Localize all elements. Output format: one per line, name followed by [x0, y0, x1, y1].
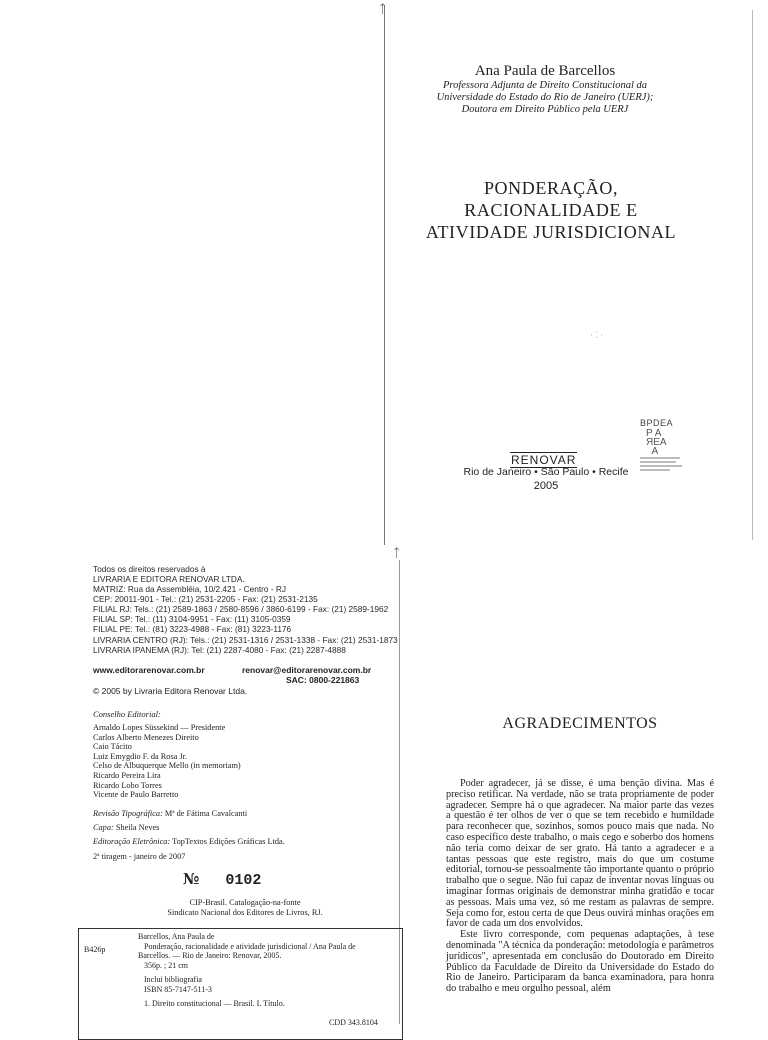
cip-line: Sindicato Nacional dos Editores de Livros, RJ. — [167, 908, 323, 917]
credit-label: Editoração Eletrônica: — [93, 837, 171, 846]
council-member: Luiz Emygdio F. da Rosa Jr. — [93, 751, 188, 761]
acknowledgement-paragraph: Este livro corresponde, com pequenas adaptações, à tese denominada "A técnica da ponderação: metodologia e parâmetros jurídicos", apresentada em conclusão do Doutorado em Direito Público da Faculdade de Direito da Universidade do Estado do Rio de Janeiro. Participaram da banca examinadora, para honra do trabalho e meu orgulho pessoal, além — [446, 929, 714, 995]
sac-phone: SAC: 0800-221863 — [286, 675, 360, 685]
publication-year: 2005 — [533, 480, 559, 492]
catalog-card — [78, 928, 403, 1040]
cip-header — [130, 898, 360, 918]
council-member: Ricardo Lobo Torres — [93, 780, 162, 790]
spine-line-top — [384, 5, 385, 545]
scan-speck: · ⁚ · — [590, 330, 604, 340]
book-title-line: ATIVIDADE JURISDICIONAL — [425, 222, 677, 242]
address-line: Todos os direitos reservados à — [93, 564, 206, 574]
copy-number-value: 0102 — [225, 872, 262, 889]
copyright-notice: © 2005 by Livraria Editora Renovar Ltda. — [93, 686, 248, 696]
catalog-line: Barcellos, Ana Paula de — [138, 932, 215, 941]
acknowledgements-body — [446, 779, 714, 995]
book-title — [420, 177, 682, 243]
address-line: MATRIZ: Rua da Assembléia, 10/2.421 - Centro - RJ — [93, 584, 287, 594]
cdd-number: CDD 343.8104 — [329, 1018, 378, 1027]
credit-revisao — [93, 809, 247, 818]
address-line: LIVRARIA E EDITORA RENOVAR LTDA. — [93, 574, 245, 584]
credit-label: Revisão Tipográfica: — [93, 809, 163, 818]
publisher-logo: RENOVAR — [511, 453, 577, 467]
publisher-addresses — [93, 564, 388, 634]
address-line: FILIAL PE: Tel.: (81) 3223-4988 - Fax: (81) 3223-1176 — [93, 624, 292, 634]
catalog-line: 356p. ; 21 cm — [138, 960, 188, 970]
council-member: Ricardo Pereira Lira — [93, 770, 161, 780]
author-affiliation — [420, 80, 670, 116]
library-seal — [640, 418, 686, 473]
affiliation-line: Universidade do Estado do Rio de Janeiro (UERJ); — [436, 92, 654, 103]
council-member: Caio Tácito — [93, 742, 132, 752]
editorial-council-label: Conselho Editorial: — [93, 709, 161, 719]
credit-value: Mª de Fátima Cavalcanti — [164, 809, 248, 818]
call-number: B426p — [84, 945, 106, 954]
book-title-line: PONDERAÇÃO, — [483, 178, 619, 198]
address-line: CEP: 20011-901 - Tel.: (21) 2531-2205 - Fax: (21) 2531-2135 — [93, 594, 318, 604]
address-line: LIVRARIA IPANEMA (RJ): Tel: (21) 2287-4080 - Fax: (21) 2287-4888 — [93, 645, 346, 655]
cip-line: CIP-Brasil. Catalogação-na-fonte — [189, 898, 301, 907]
bookstore-addresses — [93, 635, 398, 655]
catalog-line: ISBN 85-7147-511-3 — [138, 984, 212, 994]
catalog-line: Ponderação, racionalidade e atividade jurisdicional / Ana Paula de — [138, 941, 356, 951]
credit-value: TopTextos Edições Gráficas Ltda. — [172, 837, 285, 846]
address-line: FILIAL RJ: Tels.: (21) 2589-1863 / 2580-8596 / 3860-6199 - Fax: (21) 2589-1962 — [93, 604, 389, 614]
author-name: Ana Paula de Barcellos — [474, 63, 616, 79]
catalog-line: Inclui bibliografia — [138, 975, 202, 984]
acknowledgement-paragraph: Poder agradecer, já se disse, é uma benção divina. Mas é preciso retificar. Na verdade, não se trata propriamente de poder agradecer. Sempre há o que agradecer. Na maior parte das vezes a questão é ter olhos de ver o que se tem recebido e humildade para reconhecer que, sozinhos, somos pouco mais que nada. No caso específico deste trabalho, o mais cego e soberbo dos homens não teria como deixar de ser grato. Há tanto a agradecer e a tantas pessoas que este registro, mais do que um costume editorial, tornou-se pessoalmente tão importante quanto o próprio trabalho que o segue. Não fui capaz de inventar novas línguas ou imaginar formas originais de demonstrar minha gratidão e tocar as pessoas. Mais uma vez, só me restam as palavras de sempre. Seja como for, estou certa de que Deus ouvirá minhas orações em favor de cada um dos envolvidos. — [446, 778, 714, 930]
council-member: Arnaldo Lopes Süssekind — Presidente — [93, 723, 226, 732]
catalog-line: Barcellos. — Rio de Janeiro: Renovar, 2005. — [138, 951, 282, 960]
credit-label: Capa: — [93, 823, 114, 832]
editorial-council-list — [93, 723, 241, 800]
print-run: 2ª tiragem - janeiro de 2007 — [93, 852, 186, 861]
numero-sign: № — [183, 870, 200, 888]
acknowledgements-heading: AGRADECIMENTOS — [502, 715, 658, 732]
affiliation-line: Doutora em Direito Público pela UERJ — [461, 104, 629, 115]
credit-value: Sheila Neves — [115, 823, 160, 832]
credit-editoracao — [93, 837, 285, 846]
crop-mark-middle: ᛏ — [393, 546, 401, 560]
website-link[interactable]: www.editorarenovar.com.br — [93, 665, 205, 675]
council-member: Vicente de Paulo Barretto — [93, 790, 179, 800]
catalog-entry — [138, 932, 398, 1009]
email-link[interactable]: renovar@editorarenovar.com.br — [242, 665, 372, 675]
crop-mark-top: ᛏ — [379, 2, 387, 16]
right-edge-line — [752, 10, 753, 540]
publisher-cities: Rio de Janeiro • São Paulo • Recife — [463, 466, 629, 478]
council-member: Celso de Albuquerque Mello (in memoriam) — [93, 761, 241, 771]
catalog-line: 1. Direito constitucional — Brasil. I. Título. — [138, 999, 285, 1008]
seal-label: BPDEA — [640, 418, 674, 428]
council-member: Carlos Alberto Menezes Direito — [93, 732, 199, 742]
copy-number — [183, 870, 261, 889]
affiliation-line: Professora Adjunta de Direito Constitucional da — [442, 80, 648, 91]
credit-capa — [93, 823, 159, 832]
address-line: LIVRARIA CENTRO (RJ): Tels.: (21) 2531-1316 / 2531-1338 - Fax: (21) 2531-1873 — [93, 635, 398, 645]
address-line: FILIAL SP: Tel.: (11) 3104-9951 - Fax: (11) 3105-0359 — [93, 614, 291, 624]
seal-emblem-icon: P A ЯEA A — [646, 428, 667, 457]
book-title-line: RACIONALIDADE E — [464, 200, 638, 220]
